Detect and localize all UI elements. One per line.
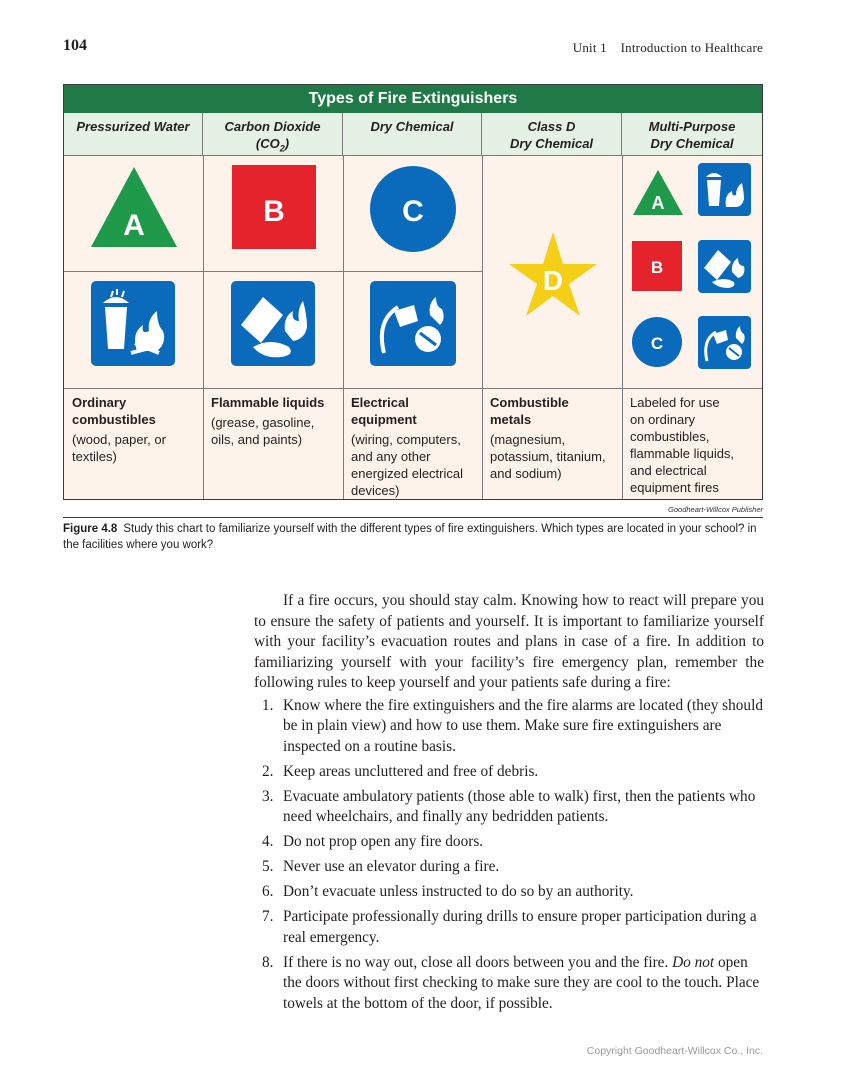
col-head-paren: ) (284, 136, 290, 151)
electrical-equipment-small-icon (698, 316, 751, 369)
symbol-letter: A (651, 193, 665, 213)
desc-line: (grease, gasoline, (211, 415, 315, 430)
list-item (254, 857, 764, 878)
desc-title-2: equipment (351, 412, 417, 427)
col-head-carbon-dioxide (203, 113, 343, 156)
desc-line: (wood, paper, or (72, 432, 166, 447)
item-text-emphasis: Do not (672, 953, 715, 971)
desc-electrical-equipment (351, 394, 481, 499)
desc-line: and electrical (630, 463, 707, 478)
desc-line: flammable liquids, (630, 446, 735, 461)
ordinary-combustibles-pictogram-icon (91, 281, 175, 366)
desc-line: Labeled for use (630, 395, 720, 410)
desc-title-2: combustibles (72, 412, 156, 427)
desc-line: potassium, titanium, (490, 449, 606, 464)
item-number: 7. (262, 908, 274, 925)
page-number: 104 (63, 37, 87, 54)
item-number: 8. (262, 953, 274, 971)
col-head-label: Carbon Dioxide (224, 119, 321, 134)
list-item (254, 696, 764, 758)
electrical-equipment-pictogram-icon (370, 281, 456, 366)
list-item (254, 907, 764, 948)
desc-ordinary-combustibles (72, 394, 200, 465)
fire-safety-text (254, 591, 764, 1019)
col-head-label: Multi-Purpose (648, 119, 736, 134)
symbol-letter: B (263, 195, 285, 228)
list-item (254, 882, 764, 903)
symbol-letter: C (650, 334, 664, 353)
desc-line: oils, and paints) (211, 432, 303, 447)
class-a-triangle-icon (89, 167, 179, 249)
list-item (254, 953, 764, 1015)
col-head-label-2: Dry Chemical (509, 136, 594, 151)
item-number: 5. (262, 858, 274, 875)
caption-text: Study this chart to familiarize yourself with the different types of fire extinguishers. Which types are located in your school? in the facilities where you work? (63, 523, 757, 551)
desc-flammable-liquids (211, 394, 341, 448)
desc-line: textiles) (72, 449, 117, 464)
desc-line: combustibles, (630, 429, 710, 444)
symbol-letter: D (542, 265, 564, 296)
symbol-letter: A (123, 209, 145, 242)
desc-title: Flammable liquids (211, 395, 325, 410)
col-head-label-2: Dry Chemical (650, 136, 734, 151)
fire-rules-list (254, 696, 764, 1015)
list-item (254, 832, 764, 853)
intro-paragraph: If a fire occurs, you should stay calm. Knowing how to react will prepare you to ensure the safety of patients and yourself. It is important to familiarize yourself with your facility’s evacuation routes and plans in case of a fire. In addition to familiarizing yourself with your facility’s fire emergency plan, remember the following rules to keep yourself and your patients safe during a fire: (254, 592, 764, 691)
chart-title: Types of Fire Extinguishers (64, 85, 762, 113)
desc-title: Electrical (351, 395, 409, 410)
item-number: 1. (262, 696, 274, 714)
running-header: Unit 1 Introduction to Healthcare (572, 40, 763, 55)
col-head-pressurized-water (64, 113, 203, 156)
class-c-circle-small-icon (632, 317, 682, 367)
item-number: 4. (262, 833, 274, 850)
symbol-letter: C (402, 195, 424, 228)
item-text-continued: open the doors without first checking to make sure they are cool to the touch. Place towels at the bottom of the door, if possible. (283, 953, 760, 1012)
desc-title-2: metals (490, 412, 532, 427)
col-head-dry-chemical (343, 113, 482, 156)
col-head-label: Pressurized Water (76, 119, 190, 134)
desc-multi-purpose (630, 394, 760, 496)
item-number: 6. (262, 883, 274, 900)
item-text: Do not prop open any fire doors. (283, 833, 484, 850)
item-text: Don’t evacuate unless instructed to do so by an authority. (283, 883, 634, 900)
desc-title: Ordinary (72, 395, 127, 410)
desc-line: and any other (351, 449, 431, 464)
item-text: Keep areas uncluttered and free of debris. (283, 762, 539, 780)
figure-label: Figure 4.8 (63, 523, 118, 535)
figure-caption (63, 521, 763, 553)
class-b-square-small-icon (632, 241, 682, 291)
item-text: Evacuate ambulatory patients (those able to walk) first, then the patients who need wheelchairs, and finally any bedridden patients. (283, 787, 756, 825)
desc-line: devices) (351, 483, 400, 498)
copyright-footer: Copyright Goodheart-Willcox Co., Inc. (586, 1045, 763, 1057)
desc-line: (magnesium, (490, 432, 566, 447)
list-item (254, 787, 764, 828)
col-head-class-d (482, 113, 622, 156)
col-head-subscript: 2 (279, 143, 285, 154)
desc-line: energized electrical (351, 466, 464, 481)
item-text: Never use an elevator during a fire. (283, 858, 500, 875)
flammable-liquids-small-icon (698, 240, 751, 293)
item-number: 3. (262, 787, 274, 805)
col-head-label: Class D (527, 119, 576, 134)
figure-credit: Goodheart-Willcox Publisher (668, 505, 763, 514)
class-d-star-icon (509, 232, 597, 316)
col-head-multi-purpose (622, 113, 762, 156)
flammable-liquids-pictogram-icon (231, 281, 315, 366)
symbol-letter: B (650, 258, 664, 277)
class-a-triangle-small-icon (632, 170, 684, 216)
desc-combustible-metals (490, 394, 620, 482)
caption-rule (63, 517, 763, 518)
col-head-label: Dry Chemical (370, 119, 454, 134)
desc-line: and sodium) (490, 466, 562, 481)
list-item (254, 762, 764, 783)
item-text: If there is no way out, close all doors between you and the fire. (283, 953, 673, 971)
ordinary-combustibles-small-icon (698, 163, 751, 216)
item-text: Know where the fire extinguishers and the fire alarms are located (they should be in plain view) and how to use them. Make sure fire extinguishers are inspected on a routine basis. (283, 696, 763, 755)
desc-line: on ordinary (630, 412, 696, 427)
desc-line: equipment fires (630, 480, 719, 495)
item-number: 2. (262, 762, 274, 780)
item-text: Participate professionally during drills to ensure proper participation during a real emergency. (283, 908, 757, 946)
class-c-circle-icon (370, 166, 456, 252)
fire-extinguisher-chart (63, 84, 763, 500)
col-head-label-2: (CO (255, 136, 280, 151)
desc-line: (wiring, computers, (351, 432, 461, 447)
class-b-square-icon (232, 165, 316, 249)
desc-title: Combustible (490, 395, 569, 410)
